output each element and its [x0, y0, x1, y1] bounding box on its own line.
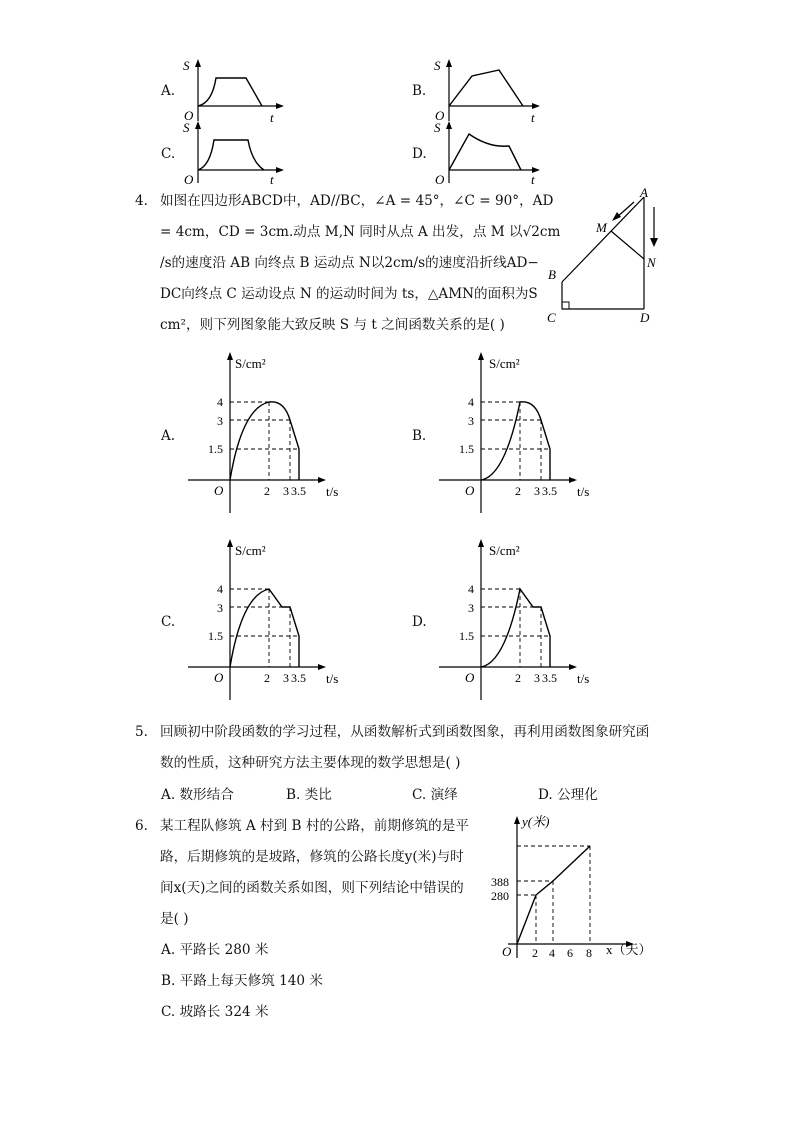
q4-option-c-graph — [180, 535, 410, 705]
question-line: = 4cm，CD = 3cm.动点 M,N 同时从点 A 出发，点 M 以√2cm — [160, 224, 561, 240]
origin-label: O — [184, 172, 194, 187]
y-axis-label: y(米) — [522, 814, 550, 829]
q6-option-b — [161, 971, 323, 991]
s-axis-label: S — [183, 120, 190, 135]
question-line: 回顾初中阶段函数的学习过程，从函数解析式到函数图象，再利用函数图象研究函 — [160, 724, 650, 740]
dashed-guides — [481, 589, 550, 667]
origin-label: O — [184, 108, 194, 123]
q6-graph — [488, 808, 668, 963]
question-line: 某工程队修筑 A 村到 B 村的公路，前期修筑的是平 — [160, 818, 469, 834]
question-line: DC向终点 C 运动设点 N 的运动时间为 ts，△AMN的面积为S — [160, 286, 538, 302]
option-text: 数形结合 — [179, 787, 234, 803]
option-letter: C. — [412, 787, 427, 803]
x-axis-arrow — [318, 477, 326, 483]
point-a-label: A — [640, 185, 648, 200]
s-axis-label: S — [434, 120, 441, 135]
q3-option-c-label: C. — [161, 146, 176, 162]
question-number: 5. — [135, 724, 148, 740]
q6-option-a — [161, 940, 268, 960]
point-c-label: C — [547, 310, 556, 325]
point-n-label: N — [647, 255, 656, 270]
question-line: 数的性质，这种研究方法主要体现的数学思想是( ) — [160, 755, 461, 771]
x-tick: 2 — [264, 671, 270, 685]
function-curve — [481, 402, 550, 480]
option-text: 平路长 280 米 — [179, 942, 269, 958]
y-tick: 3 — [217, 601, 223, 615]
q6-option-c — [161, 1002, 269, 1022]
option-text: 公理化 — [557, 787, 598, 803]
q3-option-d-label: D. — [412, 146, 427, 162]
option-text: 演绎 — [430, 787, 458, 803]
x-axis-label: x（天） — [606, 942, 652, 957]
point-b-label: B — [548, 267, 556, 282]
x-tick: 3.5 — [291, 671, 306, 685]
option-letter: C. — [161, 1004, 176, 1020]
q4-option-b-graph — [431, 348, 661, 518]
function-curve — [230, 589, 299, 667]
x-axis-arrow — [318, 664, 326, 670]
y-axis-arrow — [227, 539, 233, 547]
q4-option-d-graph — [431, 535, 661, 705]
x-tick: 3 — [283, 671, 289, 685]
y-tick: 388 — [491, 875, 509, 889]
x-tick: 2 — [515, 671, 521, 685]
q4-option-b-label: B. — [412, 428, 427, 444]
question-line: 如图在四边形ABCD中，AD//BC，∠A = 45°，∠C = 90°，AD — [160, 193, 554, 209]
t-axis-label: t — [531, 110, 535, 125]
y-tick: 3 — [468, 414, 474, 428]
origin-label: O — [435, 108, 445, 123]
q3-option-c-graph — [178, 118, 288, 188]
y-tick: 4 — [217, 395, 223, 409]
question-number: 6. — [135, 818, 148, 834]
s-axis-label: S — [183, 58, 190, 73]
t-axis-label: t — [270, 110, 274, 125]
origin-label: O — [214, 670, 224, 685]
t-axis-label: t — [270, 172, 274, 187]
question-line: 间x(天)之间的函数关系如图，则下列结论中错误的 — [160, 880, 464, 896]
q3-option-a-graph — [178, 56, 288, 126]
point-d-label: D — [640, 310, 650, 325]
dashed-guides — [481, 402, 550, 480]
option-text: 平路上每天修筑 140 米 — [179, 973, 323, 989]
y-tick: 280 — [491, 889, 509, 903]
y-tick: 3 — [217, 414, 223, 428]
origin-label: O — [214, 483, 224, 498]
x-tick: 2 — [532, 946, 538, 960]
y-tick: 4 — [468, 582, 474, 596]
y-tick: 4 — [217, 582, 223, 596]
x-tick: 3 — [534, 484, 540, 498]
option-letter: B. — [161, 973, 176, 989]
y-axis-label: S/cm² — [489, 356, 520, 371]
q3-option-a-label: A. — [161, 83, 176, 99]
question-line: 是( ) — [160, 911, 189, 927]
function-curve — [230, 402, 299, 480]
x-tick: 4 — [549, 946, 555, 960]
origin-label: O — [465, 670, 475, 685]
question-number: 4. — [135, 193, 148, 209]
option-text: 类比 — [304, 787, 332, 803]
question-line: 路，后期修筑的是坡路，修筑的公路长度y(米)与时 — [160, 849, 464, 865]
option-text: 坡路长 324 米 — [179, 1004, 269, 1020]
question-line: cm²，则下列图象能大致反映 S 与 t 之间函数关系的是( ) — [160, 317, 505, 333]
option-letter: A. — [161, 942, 176, 958]
x-axis-label: t/s — [577, 671, 590, 686]
y-axis-arrow — [227, 352, 233, 360]
q3-option-d-graph — [429, 118, 544, 188]
q5-option-c — [412, 785, 458, 805]
x-axis-arrow — [569, 664, 577, 670]
x-axis-label: t/s — [577, 484, 590, 499]
x-tick: 3.5 — [291, 484, 306, 498]
q4-option-d-label: D. — [412, 614, 427, 630]
y-axis-arrow — [478, 539, 484, 547]
question-line: /s的速度沿 AB 向终点 B 运动点 N以2cm/s的速度沿折线AD− — [160, 255, 539, 271]
q3-option-b-label: B. — [412, 83, 427, 99]
option-letter: D. — [538, 787, 553, 803]
t-axis-label: t — [531, 172, 535, 187]
dashed-guides — [230, 402, 299, 480]
x-tick: 8 — [586, 946, 592, 960]
x-axis-arrow — [569, 477, 577, 483]
y-tick: 3 — [468, 601, 474, 615]
x-tick: 2 — [264, 484, 270, 498]
y-axis-label: S/cm² — [489, 543, 520, 558]
q4-option-a-label: A. — [161, 428, 176, 444]
origin-label: O — [465, 483, 475, 498]
x-tick: 3.5 — [542, 484, 557, 498]
y-axis-label: S/cm² — [235, 543, 266, 558]
option-letter: B. — [286, 787, 301, 803]
x-tick: 3 — [283, 484, 289, 498]
y-tick: 1.5 — [208, 442, 223, 456]
origin-label: O — [502, 944, 512, 959]
y-tick: 1.5 — [459, 629, 474, 643]
function-curve — [481, 589, 550, 667]
x-axis-label: t/s — [326, 671, 339, 686]
trapezoid-figure — [540, 185, 670, 325]
point-m-label: M — [596, 220, 607, 235]
x-tick: 3 — [534, 671, 540, 685]
y-tick: 4 — [468, 395, 474, 409]
y-tick: 1.5 — [459, 442, 474, 456]
q5-option-b — [286, 785, 332, 805]
y-axis-label: S/cm² — [235, 356, 266, 371]
q4-option-c-label: C. — [161, 614, 176, 630]
q5-option-a — [161, 785, 234, 805]
x-tick: 6 — [567, 946, 573, 960]
q3-option-b-graph — [429, 56, 544, 126]
x-tick: 3.5 — [542, 671, 557, 685]
q5-option-d — [538, 785, 598, 805]
dashed-guides — [230, 589, 299, 667]
y-axis-arrow — [478, 352, 484, 360]
origin-label: O — [435, 172, 445, 187]
option-letter: A. — [161, 787, 176, 803]
y-tick: 1.5 — [208, 629, 223, 643]
x-tick: 2 — [515, 484, 521, 498]
s-axis-label: S — [434, 58, 441, 73]
x-axis-label: t/s — [326, 484, 339, 499]
q4-option-a-graph — [180, 348, 410, 518]
